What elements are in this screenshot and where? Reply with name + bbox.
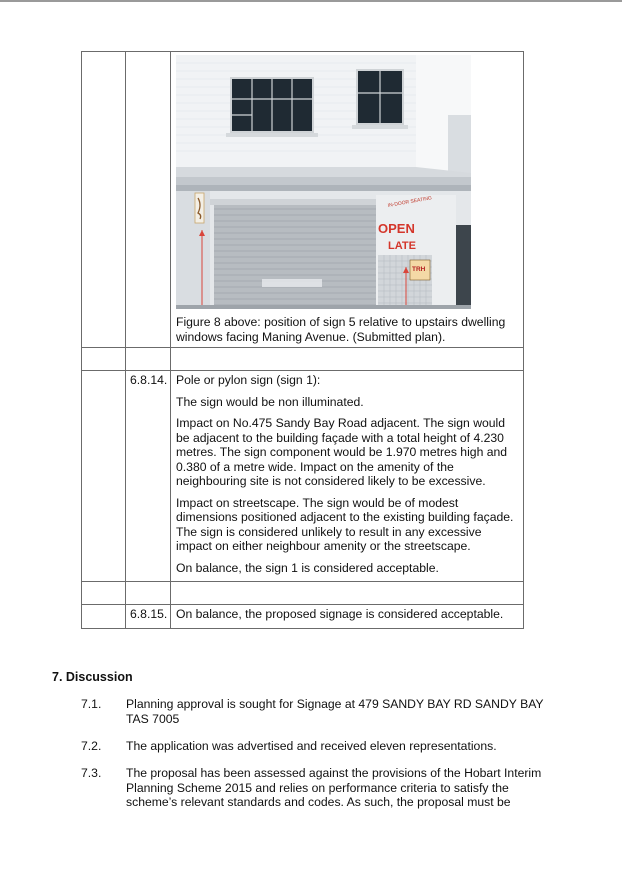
in-door-seating-text: IN-DOOR SEATING — [387, 195, 433, 209]
table-cell-empty — [82, 371, 126, 582]
table-cell-empty — [82, 605, 126, 629]
clause-text — [171, 605, 524, 629]
paragraph: On balance, the proposed signage is considered acceptable. — [176, 607, 504, 621]
table-row-blank — [82, 582, 524, 605]
clause-text — [171, 371, 524, 582]
building-photo — [176, 55, 471, 309]
table-row-blank — [82, 348, 524, 371]
paragraph-number: 7.2. — [81, 739, 102, 753]
table-row-figure — [82, 52, 524, 348]
table-cell-empty — [82, 348, 126, 371]
section-heading: 7. Discussion — [52, 670, 133, 684]
table-cell-empty — [126, 52, 171, 348]
table-cell-empty — [82, 582, 126, 605]
paragraph-number: 7.3. — [81, 766, 102, 780]
table-row-6-8-14 — [82, 371, 524, 582]
paragraph-text: The proposal has been assessed against the provisions of the Hobart Interim Planning Scheme 2015 and relies on performance criteria to satisfy the scheme’s relevant standards and codes. As such, the proposal must be — [126, 766, 542, 809]
figure-cell — [171, 52, 524, 348]
paragraph-text: The application was advertised and received eleven representations. — [126, 739, 497, 753]
table-cell-empty — [126, 348, 171, 371]
table-cell-empty — [126, 582, 171, 605]
late-text: LATE — [388, 240, 416, 252]
table-cell-empty — [171, 348, 524, 371]
page-top-rule — [0, 0, 622, 2]
assessment-table — [81, 51, 524, 629]
clause-number: 6.8.15. — [126, 605, 171, 629]
paragraph: Impact on No.475 Sandy Bay Road adjacent. The sign would be adjacent to the building façade with a total height of 4.230 metres. The sign component would be 1.970 metres high and 0.380 of a metre wide. Impact on the amenity of the neighbouring site is not considered likely to be excessive. — [176, 416, 508, 488]
trh-logo-text: TRH — [412, 266, 426, 273]
paragraph: On balance, the sign 1 is considered acceptable. — [176, 560, 439, 575]
numbered-paragraph — [81, 697, 561, 726]
table-row-6-8-15 — [82, 605, 524, 629]
clause-number: 6.8.14. — [126, 371, 171, 582]
paragraph-text: Planning approval is sought for Signage at 479 SANDY BAY RD SANDY BAY TAS 7005 — [126, 697, 544, 726]
paragraph: Pole or pylon sign (sign 1): — [176, 373, 321, 387]
paragraph: Impact on streetscape. The sign would be of modest dimensions positioned adjacent to the existing building façade. The sign is considered unlikely to result in any excessive impact on either neighbour amenity or the streetscape. — [176, 495, 514, 553]
numbered-paragraph — [81, 739, 561, 754]
numbered-paragraph — [81, 766, 561, 810]
paragraph: The sign would be non illuminated. — [176, 394, 364, 409]
figure-caption: Figure 8 above: position of sign 5 relative to upstairs dwelling windows facing Maning Avenue. (Submitted plan). — [176, 315, 506, 344]
table-cell-empty — [171, 582, 524, 605]
table-cell-empty — [82, 52, 126, 348]
paragraph-number: 7.1. — [81, 697, 102, 711]
open-text: OPEN — [378, 221, 415, 236]
